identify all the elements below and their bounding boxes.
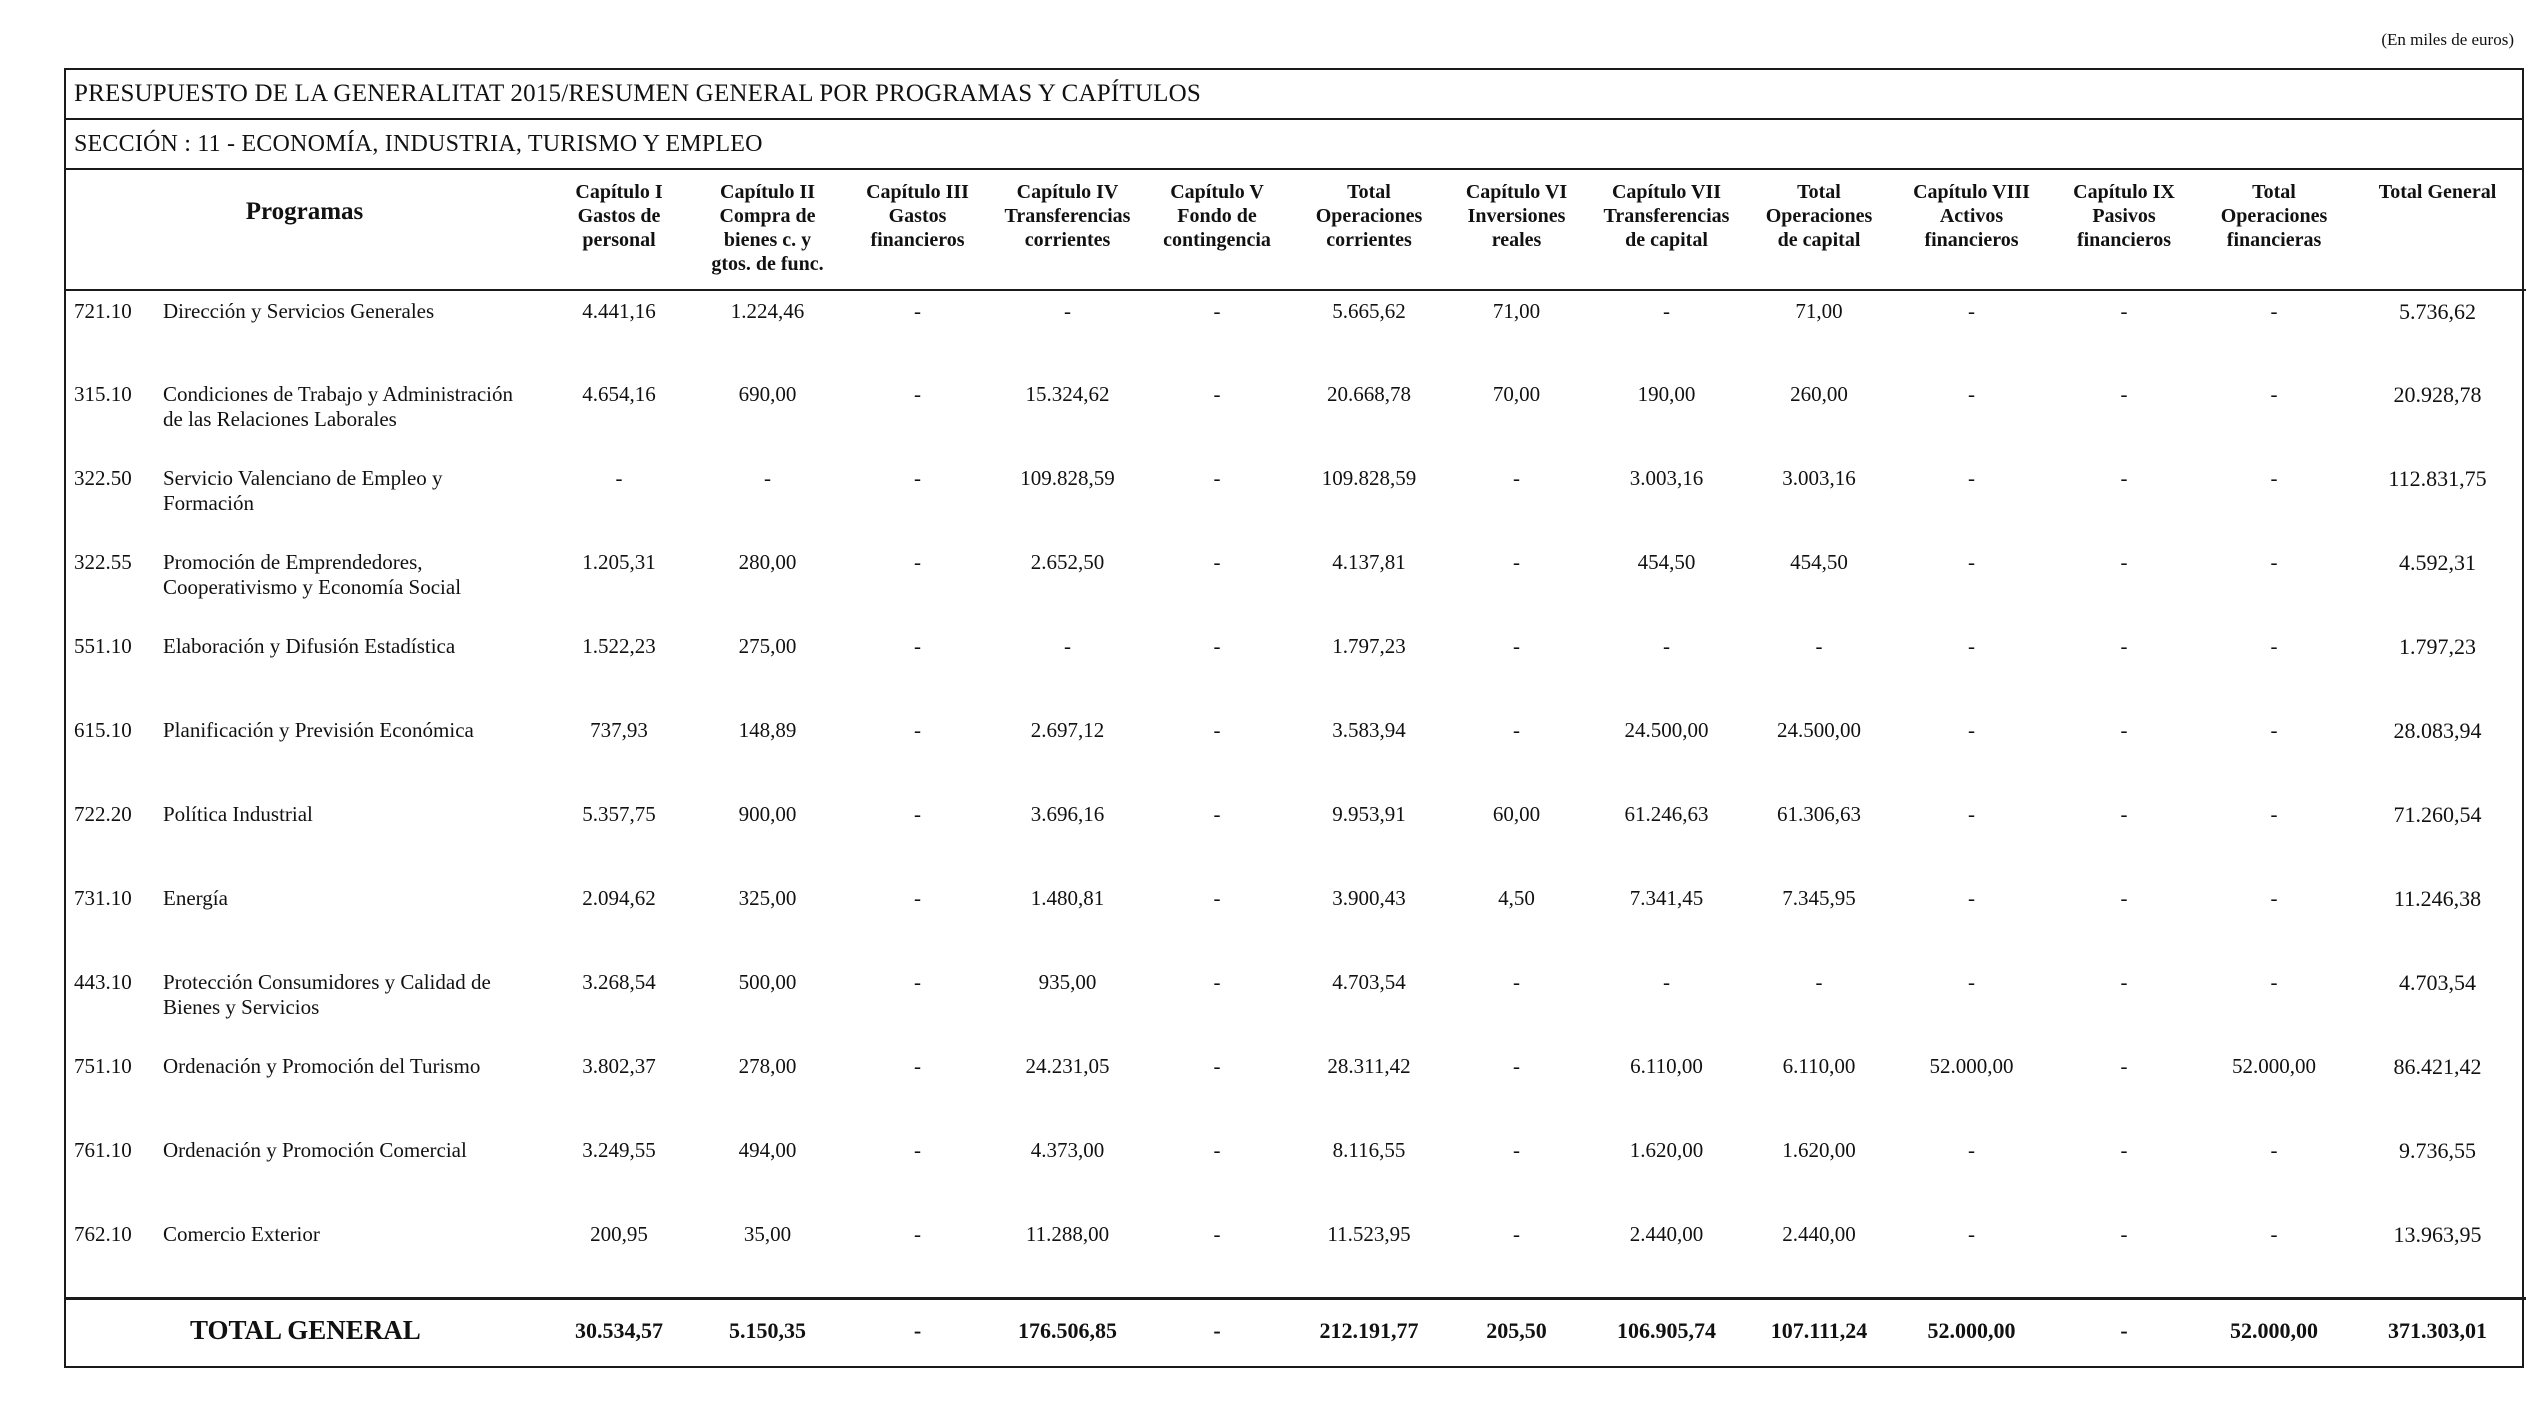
column-header-line: Capítulo I xyxy=(575,181,663,203)
program-name: Planificación y Previsión Económica xyxy=(163,718,474,742)
value-cell: - xyxy=(1213,382,1221,406)
total-label: TOTAL GENERAL xyxy=(66,1298,543,1364)
value-cell: - xyxy=(1968,299,1976,323)
value-cell: 3.696,16 xyxy=(1030,802,1105,826)
value-cell: - xyxy=(1513,1222,1521,1246)
value-cell: - xyxy=(2120,1054,2128,1078)
column-header xyxy=(2199,170,2349,290)
column-header xyxy=(1140,170,1294,290)
value-cell: 4.137,81 xyxy=(1332,550,1406,574)
value-cell: - xyxy=(914,550,922,574)
value-cell: 24.500,00 xyxy=(1624,718,1709,742)
column-header-line: Capítulo III xyxy=(866,181,969,203)
program-name: Energía xyxy=(163,886,228,910)
value-cell: - xyxy=(2120,886,2128,910)
value-cell: 3.268,54 xyxy=(582,970,656,994)
value-cell: - xyxy=(2120,970,2128,994)
value-cell: 71,00 xyxy=(1795,299,1843,323)
column-header xyxy=(543,170,695,290)
value-cell: 935,00 xyxy=(1038,970,1097,994)
document-title: PRESUPUESTO DE LA GENERALITAT 2015/RESUMEN GENERAL POR PROGRAMAS Y CAPÍTULOS xyxy=(66,70,2522,120)
value-cell: 9.953,91 xyxy=(1332,802,1406,826)
value-cell: - xyxy=(2270,382,2278,406)
value-cell: - xyxy=(1968,886,1976,910)
value-cell: 15.324,62 xyxy=(1025,382,1110,406)
value-cell: - xyxy=(2120,1138,2128,1162)
value-cell: 112.831,75 xyxy=(2388,466,2487,491)
total-value-cell: - xyxy=(1140,1298,1294,1364)
value-cell: 11.246,38 xyxy=(2393,886,2482,911)
value-cell: 454,50 xyxy=(1790,550,1848,574)
value-cell: 6.110,00 xyxy=(1782,1054,1856,1078)
value-cell: - xyxy=(914,634,922,658)
column-header-line: financieras xyxy=(2226,229,2322,251)
value-cell: - xyxy=(1968,718,1976,742)
value-cell: 60,00 xyxy=(1492,802,1541,826)
total-value-cell: 52.000,00 xyxy=(2199,1298,2349,1364)
value-cell: 5.357,75 xyxy=(582,802,656,826)
value-cell: - xyxy=(1968,550,1976,574)
column-header-line: de capital xyxy=(1625,229,1708,251)
table-row xyxy=(66,878,2526,962)
value-cell: - xyxy=(2120,550,2128,574)
value-cell: - xyxy=(2270,1222,2278,1246)
value-cell: - xyxy=(764,466,772,490)
value-cell: - xyxy=(2120,802,2128,826)
value-cell: - xyxy=(1064,634,1072,658)
value-cell: 61.246,63 xyxy=(1624,802,1709,826)
value-cell: 3.003,16 xyxy=(1782,466,1856,490)
total-value-cell: 106.905,74 xyxy=(1589,1298,1744,1364)
value-cell: 7.341,45 xyxy=(1629,886,1704,910)
value-cell: 3.249,55 xyxy=(582,1138,656,1162)
column-header-line: Capítulo VIII xyxy=(1913,181,2030,203)
total-value-cell: 107.111,24 xyxy=(1744,1298,1894,1364)
value-cell: - xyxy=(1213,718,1221,742)
value-cell: 2.652,50 xyxy=(1030,550,1105,574)
value-cell: 24.231,05 xyxy=(1025,1054,1110,1078)
column-header-line: gtos. de func. xyxy=(711,253,824,275)
column-header-line: Operaciones xyxy=(1765,205,1873,227)
value-cell: 11.288,00 xyxy=(1025,1222,1110,1246)
value-cell: - xyxy=(1968,1222,1976,1246)
program-name: Promoción de Emprendedores, Cooperativismo y Economía Social xyxy=(163,550,462,599)
column-header-line: Compra de xyxy=(719,205,816,227)
value-cell: - xyxy=(2120,718,2128,742)
total-value-cell: 176.506,85 xyxy=(995,1298,1140,1364)
column-header-line: Pasivos xyxy=(2092,205,2156,227)
total-value-cell: 5.150,35 xyxy=(695,1298,840,1364)
value-cell: 20.928,78 xyxy=(2393,382,2482,407)
program-name: Ordenación y Promoción Comercial xyxy=(163,1138,467,1162)
program-code: 322.50 xyxy=(74,466,132,490)
value-cell: - xyxy=(2270,634,2278,658)
column-header xyxy=(1744,170,1894,290)
value-cell: - xyxy=(2120,634,2128,658)
column-header-line: contingencia xyxy=(1163,229,1271,251)
column-header-line: Total xyxy=(1347,181,1391,203)
value-cell: - xyxy=(1968,382,1976,406)
program-name: Ordenación y Promoción del Turismo xyxy=(163,1054,481,1078)
program-code: 315.10 xyxy=(74,382,132,406)
value-cell: - xyxy=(914,718,922,742)
value-cell: - xyxy=(2120,466,2128,490)
program-code: 551.10 xyxy=(74,634,132,658)
column-header-line: Capítulo VII xyxy=(1611,181,1722,203)
value-cell: 9.736,55 xyxy=(2399,1138,2477,1163)
value-cell: - xyxy=(1513,466,1521,490)
column-header-line: Capítulo II xyxy=(720,181,816,203)
value-cell: - xyxy=(1513,550,1521,574)
value-cell: - xyxy=(2270,970,2278,994)
value-cell: - xyxy=(1968,970,1976,994)
column-header-line: Transferencias xyxy=(1004,205,1131,227)
program-code: 322.55 xyxy=(74,550,132,574)
value-cell: - xyxy=(1064,299,1072,323)
column-header-line: Gastos xyxy=(888,205,947,227)
section-header: SECCIÓN : 11 - ECONOMÍA, INDUSTRIA, TURISMO Y EMPLEO xyxy=(66,120,2522,170)
value-cell: - xyxy=(1663,299,1671,323)
value-cell: 494,00 xyxy=(738,1138,797,1162)
value-cell: - xyxy=(1213,550,1221,574)
column-header-line: Capítulo V xyxy=(1170,181,1264,203)
value-cell: 11.523,95 xyxy=(1327,1222,1411,1246)
value-cell: 2.440,00 xyxy=(1629,1222,1704,1246)
value-cell: 280,00 xyxy=(738,550,797,574)
column-header-line: Activos xyxy=(1939,205,2004,227)
value-cell: - xyxy=(1815,634,1823,658)
program-code: 615.10 xyxy=(74,718,132,742)
value-cell: 278,00 xyxy=(738,1054,797,1078)
table-body xyxy=(66,290,2526,1364)
table-row xyxy=(66,290,2526,374)
column-header-line: Gastos de xyxy=(577,205,661,227)
value-cell: - xyxy=(2270,466,2278,490)
column-header-line: Total xyxy=(1797,181,1841,203)
value-cell: - xyxy=(1213,970,1221,994)
value-cell: - xyxy=(2270,802,2278,826)
value-cell: 5.736,62 xyxy=(2399,299,2477,324)
value-cell: 71,00 xyxy=(1492,299,1541,323)
value-cell: 4.703,54 xyxy=(2399,970,2477,995)
value-cell: - xyxy=(2120,382,2128,406)
column-header-line: de capital xyxy=(1777,229,1861,251)
value-cell: - xyxy=(1663,634,1671,658)
column-header-line: Total xyxy=(2252,181,2296,203)
budget-table xyxy=(66,170,2526,1364)
column-header xyxy=(1589,170,1744,290)
value-cell: - xyxy=(1213,1222,1221,1246)
column-header-line: Capítulo VI xyxy=(1465,181,1568,203)
total-value-cell: - xyxy=(840,1298,995,1364)
value-cell: - xyxy=(1968,1138,1976,1162)
value-cell: - xyxy=(914,802,922,826)
value-cell: 109.828,59 xyxy=(1020,466,1115,490)
budget-table-frame xyxy=(64,68,2524,1368)
table-row xyxy=(66,458,2526,542)
table-row xyxy=(66,542,2526,626)
value-cell: - xyxy=(2270,550,2278,574)
program-code: 751.10 xyxy=(74,1054,132,1078)
value-cell: - xyxy=(1513,1054,1521,1078)
total-value-cell: 205,50 xyxy=(1444,1298,1589,1364)
value-cell: 86.421,42 xyxy=(2393,1054,2482,1079)
column-header xyxy=(1294,170,1444,290)
column-header-line: Capítulo IX xyxy=(2073,181,2175,203)
program-name: Dirección y Servicios Generales xyxy=(163,299,435,323)
column-header xyxy=(2349,170,2526,290)
value-cell: - xyxy=(1513,1138,1521,1162)
value-cell: 52.000,00 xyxy=(2232,1054,2317,1078)
value-cell: 4.373,00 xyxy=(1030,1138,1105,1162)
value-cell: 260,00 xyxy=(1790,382,1848,406)
value-cell: 1.205,31 xyxy=(582,550,656,574)
value-cell: 325,00 xyxy=(738,886,797,910)
value-cell: 148,89 xyxy=(738,718,797,742)
value-cell: 1.797,23 xyxy=(2399,634,2477,659)
value-cell: 3.802,37 xyxy=(582,1054,656,1078)
value-cell: 35,00 xyxy=(743,1222,792,1246)
program-name: Servicio Valenciano de Empleo y Formación xyxy=(163,466,443,515)
column-header-line: Fondo de xyxy=(1177,205,1257,227)
value-cell: - xyxy=(615,466,623,490)
program-code: 761.10 xyxy=(74,1138,132,1162)
value-cell: 28.083,94 xyxy=(2393,718,2482,743)
value-cell: - xyxy=(914,886,922,910)
value-cell: 3.003,16 xyxy=(1629,466,1704,490)
value-cell: 200,95 xyxy=(590,1222,648,1246)
program-code: 762.10 xyxy=(74,1222,132,1246)
column-header-line: Transferencias xyxy=(1603,205,1730,227)
total-value-cell: 30.534,57 xyxy=(543,1298,695,1364)
value-cell: 275,00 xyxy=(738,634,797,658)
table-row xyxy=(66,626,2526,710)
value-cell: - xyxy=(1213,634,1221,658)
column-header-line: Inversiones xyxy=(1467,205,1566,227)
value-cell: - xyxy=(1663,970,1671,994)
value-cell: - xyxy=(1213,886,1221,910)
value-cell: 690,00 xyxy=(738,382,797,406)
value-cell: 3.900,43 xyxy=(1332,886,1406,910)
value-cell: 1.480,81 xyxy=(1030,886,1105,910)
value-cell: 454,50 xyxy=(1637,550,1696,574)
table-row xyxy=(66,1214,2526,1298)
program-name: Comercio Exterior xyxy=(163,1222,320,1246)
value-cell: 1.620,00 xyxy=(1782,1138,1856,1162)
column-header-line: corrientes xyxy=(1326,229,1412,251)
column-header-line: personal xyxy=(582,229,656,251)
value-cell: - xyxy=(1513,718,1521,742)
column-header-line: financieros xyxy=(1924,229,2019,251)
column-header-line: reales xyxy=(1491,229,1542,251)
value-cell: 190,00 xyxy=(1637,382,1696,406)
value-cell: - xyxy=(1213,299,1221,323)
value-cell: 500,00 xyxy=(738,970,797,994)
program-name: Elaboración y Difusión Estadística xyxy=(163,634,456,658)
program-name: Condiciones de Trabajo y Administración de las Relaciones Laborales xyxy=(163,382,513,431)
value-cell: - xyxy=(2120,299,2128,323)
column-header xyxy=(695,170,840,290)
value-cell: 71.260,54 xyxy=(2393,802,2482,827)
program-code: 721.10 xyxy=(74,299,132,323)
table-row xyxy=(66,1046,2526,1130)
column-header-line: financieros xyxy=(2076,229,2172,251)
value-cell: 24.500,00 xyxy=(1777,718,1862,742)
total-value-cell: - xyxy=(2049,1298,2199,1364)
value-cell: 52.000,00 xyxy=(1929,1054,2014,1078)
value-cell: - xyxy=(914,1138,922,1162)
value-cell: 4.654,16 xyxy=(582,382,656,406)
column-header-line: corrientes xyxy=(1024,229,1111,251)
value-cell: 4.441,16 xyxy=(582,299,656,323)
value-cell: - xyxy=(1815,970,1823,994)
value-cell: - xyxy=(2270,886,2278,910)
value-cell: - xyxy=(2270,299,2278,323)
value-cell: - xyxy=(2120,1222,2128,1246)
column-header-line: bienes c. y xyxy=(723,229,812,251)
value-cell: 2.440,00 xyxy=(1782,1222,1856,1246)
value-cell: - xyxy=(1213,1054,1221,1078)
value-cell: - xyxy=(914,466,922,490)
value-cell: 1.224,46 xyxy=(730,299,805,323)
value-cell: - xyxy=(1213,466,1221,490)
program-code: 722.20 xyxy=(74,802,132,826)
value-cell: - xyxy=(914,382,922,406)
column-header-line: financieros xyxy=(870,229,965,251)
column-header-line: Total General xyxy=(2378,181,2497,203)
value-cell: - xyxy=(1968,466,1976,490)
table-row xyxy=(66,1130,2526,1214)
value-cell: - xyxy=(1213,1138,1221,1162)
column-header-line: Operaciones xyxy=(1315,205,1423,227)
value-cell: 1.797,23 xyxy=(1332,634,1406,658)
value-cell: 6.110,00 xyxy=(1630,1054,1703,1078)
column-header-line: Operaciones xyxy=(2220,205,2328,227)
value-cell: - xyxy=(1213,802,1221,826)
column-header-line: Capítulo IV xyxy=(1016,181,1119,203)
value-cell: 3.583,94 xyxy=(1332,718,1406,742)
value-cell: 900,00 xyxy=(738,802,797,826)
value-cell: 1.522,23 xyxy=(582,634,656,658)
value-cell: 20.668,78 xyxy=(1327,382,1412,406)
units-note: (En miles de euros) xyxy=(2381,30,2514,49)
value-cell: - xyxy=(1513,970,1521,994)
value-cell: 28.311,42 xyxy=(1327,1054,1411,1078)
value-cell: 4.592,31 xyxy=(2399,550,2477,575)
value-cell: 5.665,62 xyxy=(1332,299,1406,323)
program-name: Protección Consumidores y Calidad de Bienes y Servicios xyxy=(163,970,491,1019)
value-cell: - xyxy=(914,1054,922,1078)
value-cell: 4,50 xyxy=(1498,886,1535,910)
value-cell: - xyxy=(2270,1138,2278,1162)
value-cell: 2.094,62 xyxy=(582,886,656,910)
total-value-cell: 371.303,01 xyxy=(2349,1298,2526,1364)
value-cell: - xyxy=(1968,634,1976,658)
value-cell: 70,00 xyxy=(1492,382,1541,406)
value-cell: 2.697,12 xyxy=(1030,718,1105,742)
value-cell: 737,93 xyxy=(590,718,648,742)
value-cell: 4.703,54 xyxy=(1332,970,1406,994)
column-header xyxy=(2049,170,2199,290)
value-cell: 8.116,55 xyxy=(1332,1138,1406,1162)
table-header-row xyxy=(66,170,2526,290)
table-row xyxy=(66,794,2526,878)
column-header xyxy=(1894,170,2049,290)
value-cell: - xyxy=(914,299,922,323)
value-cell: 13.963,95 xyxy=(2393,1222,2482,1247)
value-cell: - xyxy=(2270,718,2278,742)
column-header xyxy=(840,170,995,290)
program-code: 731.10 xyxy=(74,886,132,910)
total-row xyxy=(66,1298,2526,1364)
value-cell: 1.620,00 xyxy=(1629,1138,1704,1162)
value-cell: 61.306,63 xyxy=(1777,802,1862,826)
value-cell: - xyxy=(1513,634,1521,658)
total-value-cell: 52.000,00 xyxy=(1894,1298,2049,1364)
value-cell: 7.345,95 xyxy=(1782,886,1856,910)
table-row xyxy=(66,962,2526,1046)
header-programas: Programas xyxy=(66,170,543,290)
total-value-cell: 212.191,77 xyxy=(1294,1298,1444,1364)
table-row xyxy=(66,374,2526,458)
column-header xyxy=(1444,170,1589,290)
program-code: 443.10 xyxy=(74,970,132,994)
value-cell: - xyxy=(914,1222,922,1246)
program-name: Política Industrial xyxy=(163,802,313,826)
column-header xyxy=(995,170,1140,290)
value-cell: - xyxy=(914,970,922,994)
value-cell: - xyxy=(1968,802,1976,826)
value-cell: 109.828,59 xyxy=(1321,466,1417,490)
table-row xyxy=(66,710,2526,794)
